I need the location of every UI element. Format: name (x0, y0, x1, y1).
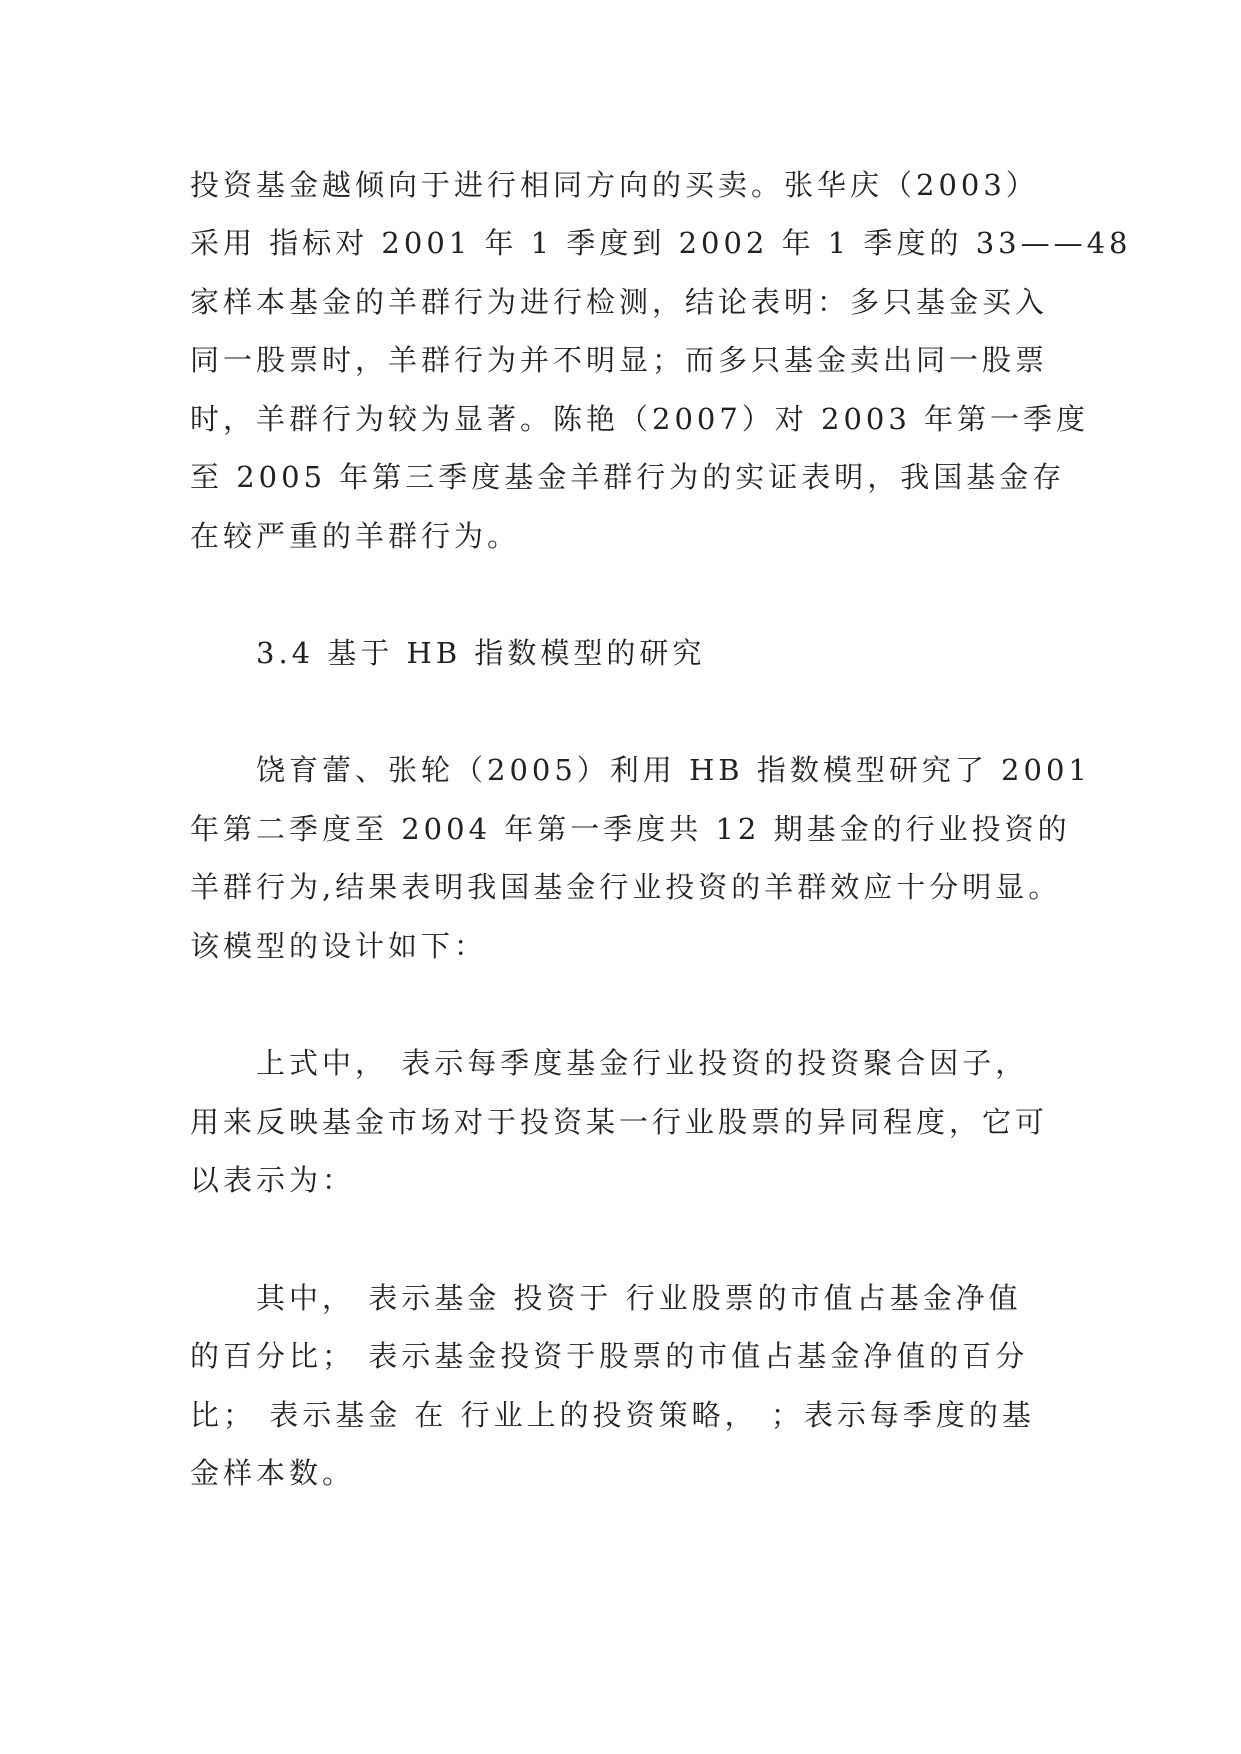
paragraph-1-line-2: 采用 指标对 2001 年 1 季度到 2002 年 1 季度的 33——48 (190, 226, 1132, 260)
paragraph-1-line-6: 至 2005 年第三季度基金羊群行为的实证表明，我国基金存 (190, 460, 1066, 494)
paragraph-4-line-4: 金样本数。 (190, 1456, 356, 1490)
paragraph-4-line-3: 比； 表示基金 在 行业上的投资策略， ；表示每季度的基 (190, 1398, 1035, 1432)
paragraph-1-line-4: 同一股票时，羊群行为并不明显；而多只基金卖出同一股票 (190, 343, 1049, 377)
paragraph-4-line-1: 其中， 表示基金 投资于 行业股票的市值占基金净值 (256, 1281, 1022, 1315)
paragraph-1-line-5: 时，羊群行为较为显著。陈艳（2007）对 2003 年第一季度 (190, 402, 1090, 436)
paragraph-3-line-2: 用来反映基金市场对于投资某一行业股票的异同程度，它可 (190, 1105, 1049, 1139)
paragraph-3-line-3: 以表示为： (190, 1163, 356, 1197)
paragraph-1-line-7: 在较严重的羊群行为。 (190, 519, 521, 553)
paragraph-2-line-1: 饶育蕾、张轮（2005）利用 HB 指数模型研究了 2001 (256, 753, 1091, 787)
paragraph-2-line-4: 该模型的设计如下： (190, 929, 488, 963)
paragraph-4-line-2: 的百分比； 表示基金投资于股票的市值占基金净值的百分 (190, 1339, 1029, 1373)
paragraph-3-line-1: 上式中， 表示每季度基金行业投资的投资聚合因子， (256, 1046, 1029, 1080)
paragraph-1-line-1: 投资基金越倾向于进行相同方向的买卖。张华庆（2003） (190, 168, 1039, 202)
paragraph-2-line-3: 羊群行为,结果表明我国基金行业投资的羊群效应十分明显。 (190, 870, 1062, 904)
paragraph-2-line-2: 年第二季度至 2004 年第一季度共 12 期基金的行业投资的 (190, 812, 1071, 846)
paragraph-1-line-3: 家样本基金的羊群行为进行检测，结论表明：多只基金买入 (190, 285, 1049, 319)
section-heading-3-4: 3.4 基于 HB 指数模型的研究 (256, 636, 706, 670)
